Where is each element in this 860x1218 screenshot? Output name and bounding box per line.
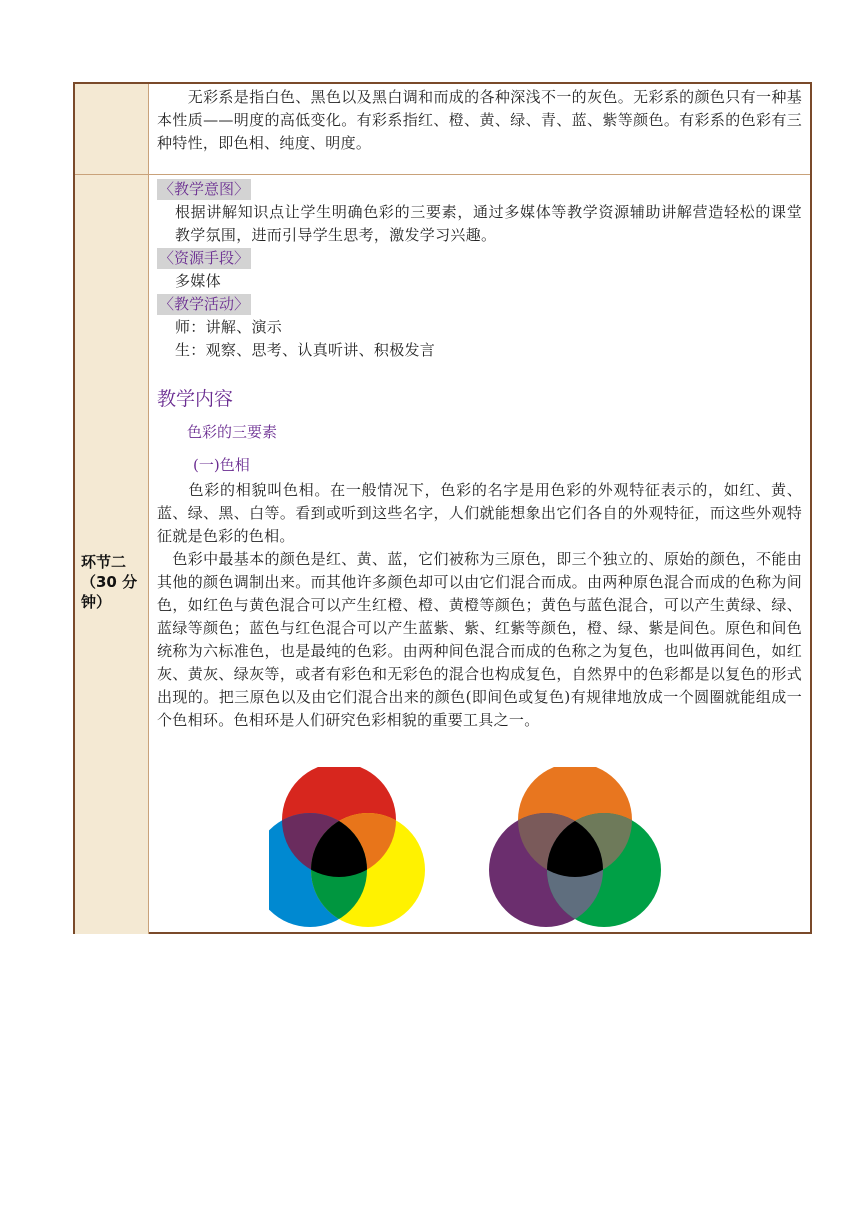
stage-label-line2: （30 分 <box>81 573 138 591</box>
intro-paragraph: 无彩系是指白色、黑色以及黑白调和而成的各种深浅不一的灰色。无彩系的颜色只有一种基本性质——明度的高低变化。有彩系指红、橙、黄、绿、青、蓝、紫等颜色。有彩系的色彩有三种特性，即色相、纯度、明度。 <box>157 88 802 152</box>
content-heading: 教学内容 <box>157 388 234 410</box>
content-subheading: 色彩的三要素 <box>187 423 278 441</box>
color-mixing-svg <box>269 767 689 932</box>
stage-label <box>81 552 145 612</box>
stage-label-line3: 钟） <box>81 593 112 611</box>
content-cell-intro <box>149 84 810 174</box>
intent-tag: 〈教学意图〉 <box>159 180 250 198</box>
section-heading-hue: (一)色相 <box>193 456 250 474</box>
resources-text: 多媒体 <box>175 272 221 290</box>
stage-cell-empty <box>75 84 149 174</box>
table-row-intro <box>75 84 810 175</box>
lesson-table <box>73 82 812 934</box>
resources-tag: 〈资源手段〉 <box>159 249 250 267</box>
activity-student: 生：观察、思考、认真听讲、积极发言 <box>175 341 436 359</box>
stage-label-line1: 环节二 <box>81 553 127 571</box>
hue-paragraph-2: 色彩中最基本的颜色是红、黄、蓝，它们被称为三原色，即三个独立的、原始的颜色，不能由其他的颜色调制出来。而其他许多颜色却可以由它们混合而成。由两种原色混合而成的色称为间色，如红色与黄色混合可以产生红橙、橙、黄橙等颜色；黄色与蓝色混合，可以产生黄绿、绿、蓝绿等颜色；蓝色与红色混合可以产生蓝紫、紫、红紫等颜色，橙、绿、紫是间色。原色和间色统称为六标准色，也是最纯的色彩。由两种间色混合而成的色称之为复色，也叫做再间色，如红灰、黄灰、绿灰等，或者有彩色和无彩色的混合也构成复色，自然界中的色彩都是以复色的形式出现的。把三原色以及由它们混合出来的颜色(即间色或复色)有规律地放成一个圆圈就能组成一个色相环。色相环是人们研究色彩相貌的重要工具之一。 <box>157 550 802 729</box>
color-mixing-diagrams <box>269 767 689 932</box>
activity-tag: 〈教学活动〉 <box>159 295 250 313</box>
primary-color-wheel <box>269 767 425 927</box>
content-cell-stage2 <box>149 175 810 934</box>
secondary-color-wheel <box>489 767 661 927</box>
intent-text: 根据讲解知识点让学生明确色彩的三要素，通过多媒体等教学资源辅助讲解营造轻松的课堂教学氛围，进而引导学生思考，激发学习兴趣。 <box>175 203 802 244</box>
table-row-stage2 <box>75 175 810 934</box>
stage-cell <box>75 175 149 934</box>
hue-paragraph-1: 色彩的相貌叫色相。在一般情况下，色彩的名字是用色彩的外观特征表示的，如红、黄、蓝、绿、黑、白等。看到或听到这些名字，人们就能想象出它们各自的外观特征，而这些外观特征就是色彩的色相。 <box>157 481 802 545</box>
activity-teacher: 师：讲解、演示 <box>175 318 283 336</box>
